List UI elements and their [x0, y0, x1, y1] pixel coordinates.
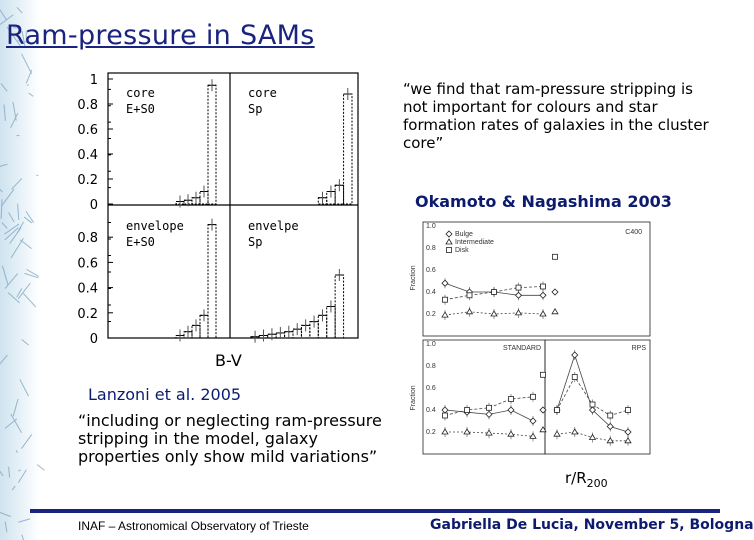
lanzoni-quote: “including or neglecting ram-pressure stripping in the model, galaxy properties only show mild variations” [78, 411, 382, 466]
okamoto-ytick: 0.6 [426, 385, 436, 392]
lanzoni-panel-label: envelope [126, 219, 184, 233]
bulge-marker [486, 411, 492, 417]
okamoto-ytick: 0.2 [426, 311, 436, 318]
okamoto-fraction-figure [405, 218, 655, 458]
bulge-marker [508, 407, 514, 413]
okamoto-legend-label: Intermediate [455, 239, 494, 246]
intermediate-marker [554, 431, 560, 436]
intermediate-marker [540, 311, 546, 316]
disk-marker [467, 293, 472, 298]
disk-marker [541, 284, 546, 289]
intermediate-marker [590, 435, 596, 440]
okamoto-series-line [557, 355, 628, 432]
intermediate-marker [552, 309, 558, 314]
okamoto-ylabel: Fraction [410, 385, 417, 411]
lanzoni-ytick: 0.4 [77, 148, 98, 163]
okamoto-legend-label: Disk [455, 247, 469, 254]
lanzoni-citation: Lanzoni et al. 2005 [88, 385, 242, 404]
lanzoni-ytick: 0 [89, 198, 98, 213]
bulge-marker [446, 231, 452, 237]
intermediate-marker [442, 312, 448, 317]
lanzoni-ytick: 0.8 [77, 98, 98, 113]
okamoto-ytick: 0.8 [426, 245, 436, 252]
disk-marker [509, 397, 514, 402]
disk-marker [590, 402, 595, 407]
bv-axis-label: B-V [215, 351, 242, 370]
intermediate-marker [467, 309, 473, 314]
lanzoni-ytick: 0.2 [77, 306, 98, 322]
okamoto-legend-label: Bulge [455, 231, 473, 238]
bulge-marker [442, 407, 448, 413]
disk-marker [443, 413, 448, 418]
disk-marker [516, 285, 521, 290]
okamoto-ytick: 1.0 [426, 341, 436, 348]
okamoto-panel-label: STANDARD [503, 345, 541, 352]
disk-marker [492, 290, 497, 295]
disk-marker [443, 297, 448, 302]
bulge-marker [572, 352, 578, 358]
lanzoni-ytick: 0.6 [77, 123, 98, 138]
bulge-marker [516, 292, 522, 298]
disk-marker [572, 375, 577, 380]
okamoto-ytick: 0.4 [426, 289, 436, 296]
bulge-marker [625, 429, 631, 435]
bulge-marker [442, 280, 448, 286]
intermediate-marker [572, 429, 578, 434]
lanzoni-ytick: 0.4 [77, 281, 98, 297]
intermediate-marker [508, 431, 514, 436]
lanzoni-ytick: 0.6 [77, 256, 98, 272]
okamoto-ytick: 0.2 [426, 429, 436, 436]
lanzoni-panel-label: envelpe [248, 219, 299, 233]
web-filament [27, 85, 29, 86]
bulge-marker [552, 289, 558, 295]
okamoto-ytick: 0.6 [426, 267, 436, 274]
disk-marker [553, 254, 558, 259]
lanzoni-panel-label: E+S0 [126, 235, 155, 249]
disk-marker [487, 405, 492, 410]
disk-marker [447, 248, 452, 253]
disk-marker [541, 372, 546, 377]
disk-marker [608, 413, 613, 418]
slide-title: Ram-pressure in SAMs [6, 20, 315, 51]
lanzoni-bar [335, 275, 343, 338]
intermediate-marker [446, 239, 452, 244]
lanzoni-histogram-figure [78, 70, 363, 348]
lanzoni-ytick: 0.8 [77, 231, 98, 247]
lanzoni-bar [344, 94, 352, 204]
footer-author-date: Gabriella De Lucia, November 5, Bologna [430, 517, 754, 533]
intermediate-marker [491, 311, 497, 316]
lanzoni-ytick: 0.2 [77, 173, 98, 188]
disk-marker [555, 408, 560, 413]
cosmic-web-strip [0, 0, 40, 540]
intermediate-marker [625, 438, 631, 443]
okamoto-panel-label: C400 [625, 229, 642, 236]
footer-divider [30, 509, 720, 513]
lanzoni-panel-label: core [126, 86, 155, 100]
disk-marker [626, 408, 631, 413]
bulge-marker [530, 418, 536, 424]
disk-marker [531, 394, 536, 399]
lanzoni-panel-label: core [248, 86, 277, 100]
okamoto-rps-frame [545, 340, 650, 454]
okamoto-ytick: 0.8 [426, 363, 436, 370]
okamoto-panel-label: RPS [631, 345, 646, 352]
intermediate-marker [464, 429, 470, 434]
disk-marker [465, 408, 470, 413]
okamoto-ytick: 0.4 [426, 407, 436, 414]
footer-institution: INAF – Astronomical Observatory of Trieste [78, 519, 309, 533]
lanzoni-panel-label: Sp [248, 102, 263, 116]
okamoto-citation: Okamoto & Nagashima 2003 [415, 192, 672, 211]
okamoto-std-frame [423, 340, 545, 454]
intermediate-marker [442, 429, 448, 434]
intermediate-marker [516, 310, 522, 315]
intermediate-marker [530, 433, 536, 438]
bulge-marker [540, 292, 546, 298]
lanzoni-ytick: 0 [89, 332, 98, 347]
lanzoni-panel-label: Sp [248, 235, 263, 249]
lanzoni-bar [208, 225, 216, 338]
r-over-r200-label: $r/R_{200}$ [565, 469, 608, 490]
okamoto-quote: “we find that ram-pressure stripping is not important for colours and star formation rates of galaxies in the cluster core” [403, 80, 709, 152]
lanzoni-panel-label: E+S0 [126, 102, 155, 116]
okamoto-ytick: 1.0 [426, 223, 436, 230]
lanzoni-bar [208, 85, 216, 204]
lanzoni-ytick: 1 [89, 73, 98, 88]
okamoto-ylabel: Fraction [410, 265, 417, 291]
